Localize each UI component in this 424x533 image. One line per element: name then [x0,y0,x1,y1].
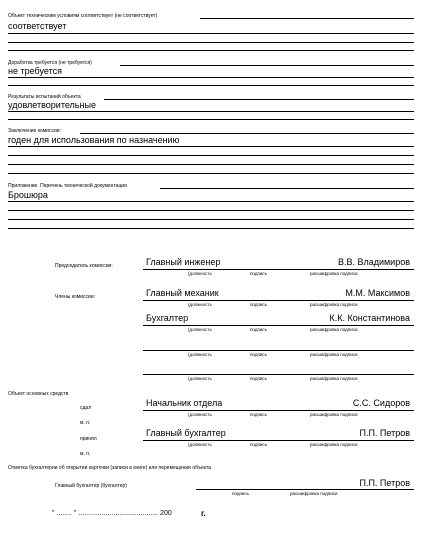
conclusion-label: Заключение комиссии: [8,128,61,134]
received-decoding-caption: расшифровка подписи [310,442,358,447]
received-position-caption: (должность [188,442,212,447]
date-line[interactable]: " ........ " ......................................... 200 [52,510,172,517]
received-line [143,440,414,441]
tests-line-1 [8,111,414,112]
rework-line-2 [8,85,414,86]
member-3-signature-caption: подпись [250,352,268,357]
member-2-position-caption: (должность [188,327,212,332]
member-4-line [143,374,414,375]
member-1-position[interactable]: Главный механик [146,288,219,298]
chairman-label: Председатель комиссии: [55,263,113,269]
received-position[interactable]: Главный бухгалтер [146,428,226,438]
member-1-decoding-caption: расшифровка подписи [310,302,358,307]
received-label: принял [80,436,97,442]
handed-signature-caption: подпись [250,412,268,417]
chairman-position-caption: (должность [188,271,212,276]
chief-accountant-line [196,489,414,490]
conclusion-value[interactable]: годен для использования по назначению [8,135,180,145]
rework-line-1 [8,77,414,78]
stamp-mark-1: м. п. [80,420,91,426]
member-1-line [143,300,414,301]
attachment-value[interactable]: Брошюра [8,190,48,200]
conclusion-line-4 [8,173,414,174]
chairman-line [143,269,414,270]
member-1-position-caption: (должность [188,302,212,307]
conformity-line-3 [8,50,414,51]
member-1-signature-caption: подпись [250,302,268,307]
member-4-position-caption: (должность [188,376,212,381]
chairman-signature-caption: подпись [250,271,268,276]
chief-decoding-caption: расшифровка подписи [290,491,338,496]
tests-value[interactable]: удовлетворительные [8,100,96,110]
handed-name[interactable]: С.С. Сидоров [352,398,410,408]
member-4-signature-caption: подпись [250,376,268,381]
attachment-label: Приложение. Перечень технической документации [8,183,127,189]
member-2-name[interactable]: К.К. Константинова [329,313,410,323]
rework-label: Доработка требуется (не требуется) [8,60,92,66]
chairman-decoding-caption: расшифровка подписи [310,271,358,276]
member-4-decoding-caption: расшифровка подписи [310,376,358,381]
handed-label: сдал [80,405,92,411]
member-1-name[interactable]: М.М. Максимов [345,288,410,298]
chief-accountant-label: Главный бухгалтер (бухгалтер) [55,483,127,489]
chief-accountant-name[interactable]: П.П. Петров [359,478,410,488]
handed-position[interactable]: Начальник отдела [146,398,223,408]
conclusion-line-1 [8,146,414,147]
conclusion-label-line [80,133,414,134]
conformity-label: Объект техническим условиям соответствует (не соответствует) [8,13,158,19]
member-2-line [143,325,414,326]
handed-decoding-caption: расшифровка подписи [310,412,358,417]
received-name[interactable]: П.П. Петров [359,428,410,438]
conclusion-line-3 [8,164,414,165]
handed-position-caption: (должность [188,412,212,417]
handover-label: Объект основных средств [8,391,69,397]
member-3-position-caption: (должность [188,352,212,357]
attachment-line-3 [8,219,414,220]
received-signature-caption: подпись [250,442,268,447]
tests-line-2 [8,119,414,120]
attachment-label-line [160,188,414,189]
tests-label-line [104,99,414,100]
year-suffix: г. [201,509,206,518]
member-2-position[interactable]: Бухгалтер [146,313,189,323]
rework-label-line [120,65,414,66]
conformity-line-2 [8,42,414,43]
rework-value[interactable]: не требуется [8,66,62,76]
tests-label: Результаты испытаний объекта [8,94,81,100]
conclusion-line-2 [8,155,414,156]
conformity-label-line [200,18,414,19]
stamp-mark-2: м. п. [80,451,91,457]
member-3-line [143,350,414,351]
members-label: Члены комиссии: [55,294,96,300]
handed-line [143,410,414,411]
chairman-name[interactable]: В.В. Владимиров [337,257,410,267]
conformity-value[interactable]: соответствует [8,21,67,31]
conformity-line-1 [8,33,414,34]
chief-signature-caption: подпись [232,491,250,496]
chairman-position[interactable]: Главный инженер [146,257,221,267]
member-2-signature-caption: подпись [250,327,268,332]
attachment-line-2 [8,210,414,211]
accounting-label: Отметка бухгалтерии об открытии карточки (записи в книге) или перемещении объекта [8,465,212,471]
attachment-line-4 [8,228,414,229]
member-2-decoding-caption: расшифровка подписи [310,327,358,332]
attachment-line-1 [8,201,414,202]
member-3-decoding-caption: расшифровка подписи [310,352,358,357]
